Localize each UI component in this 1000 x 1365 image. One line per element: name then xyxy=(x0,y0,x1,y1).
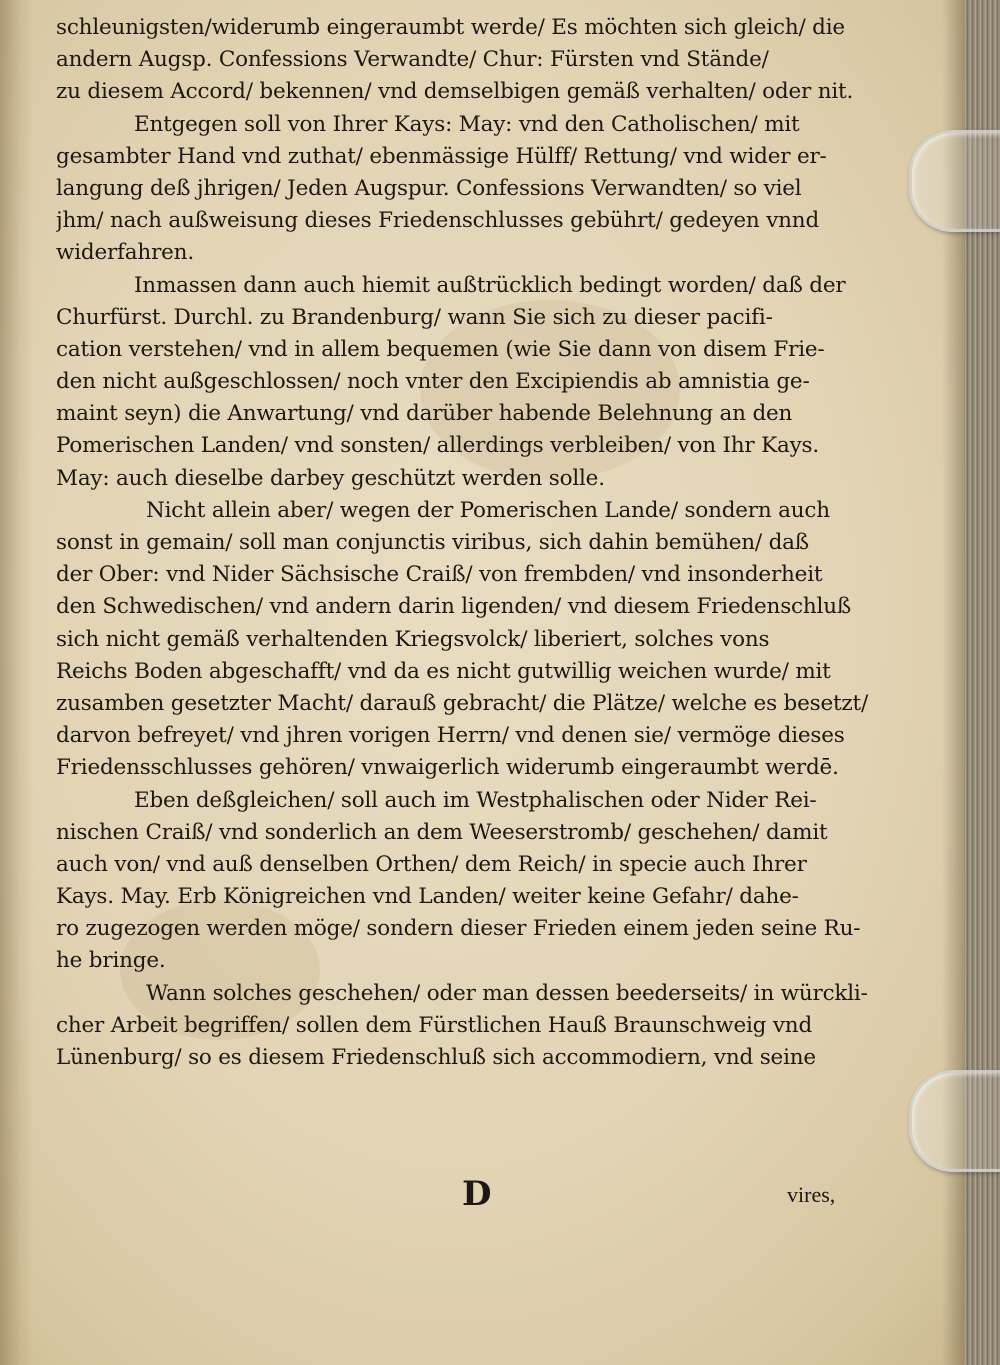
text-line: maint seyn) die Anwartung/ vnd darüber habende Belehnung an den xyxy=(56,401,793,427)
text-line: Nicht allein aber/ wegen der Pomerischen Lande/ sondern auch xyxy=(146,497,830,523)
text-line: May: auch dieselbe darbey geschützt werden solle. xyxy=(56,465,605,491)
text-line: Entgegen soll von Ihrer Kays: May: vnd den Catholischen/ mit xyxy=(134,111,800,137)
text-line: Kays. May. Erb Königreichen vnd Landen/ weiter keine Gefahr/ dahe- xyxy=(56,884,799,910)
text-line: Reichs Boden abgeschafft/ vnd da es nicht gutwillig weichen wurde/ mit xyxy=(56,658,831,684)
text-line: widerfahren. xyxy=(56,240,194,266)
text-line: Lünenburg/ so es diesem Friedenschluß sich accommodiern, vnd seine xyxy=(56,1045,816,1070)
page-clip-top xyxy=(909,130,1000,232)
text-line: cher Arbeit begriffen/ sollen dem Fürstlichen Hauß Braunschweig vnd xyxy=(56,1012,813,1038)
text-line: auch von/ vnd auß denselben Orthen/ dem Reich/ in specie auch Ihrer xyxy=(56,851,807,877)
text-line: cation verstehen/ vnd in allem bequemen (wie Sie dann von disem Frie- xyxy=(56,336,825,362)
text-line: Friedensschlusses gehören/ vnwaigerlich widerumb eingeraumbt werdē. xyxy=(56,755,839,781)
page-binding-shadow xyxy=(0,0,34,1365)
text-line: Inmassen dann auch hiemit außtrücklich bedingt worden/ daß der xyxy=(134,272,846,298)
text-line: sich nicht gemäß verhaltenden Kriegsvolck/ liberiert, solches vons xyxy=(56,626,770,652)
text-line: he bringe. xyxy=(56,948,166,974)
text-line: der Ober: vnd Nider Sächsische Craiß/ von frembden/ vnd insonderheit xyxy=(56,562,823,588)
text-line: zusamben gesetzter Macht/ darauß gebracht/ die Plätze/ welche es besetzt/ xyxy=(56,690,869,716)
text-line: nischen Craiß/ vnd sonderlich an dem Weeserstromb/ geschehen/ damit xyxy=(56,819,828,845)
text-line: langung deß jhrigen/ Jeden Augspur. Confessions Verwandten/ so viel xyxy=(56,175,802,201)
text-line: jhm/ nach außweisung dieses Friedenschlusses gebührt/ gedeyen vnnd xyxy=(56,208,820,234)
printed-text xyxy=(56,12,878,1074)
text-line: Eben deßgleichen/ soll auch im Westphalischen oder Nider Rei- xyxy=(134,787,817,813)
text-line: Churfürst. Durchl. zu Brandenburg/ wann Sie sich zu dieser pacifi- xyxy=(56,304,773,330)
text-line: zu diesem Accord/ bekennen/ vnd demselbigen gemäß verhalten/ oder nit. xyxy=(56,79,854,105)
page-clip-bottom xyxy=(909,1070,1000,1172)
text-line: Wann solches geschehen/ oder man dessen beederseits/ in würckli- xyxy=(146,980,868,1006)
text-line: Pomerischen Landen/ vnd sonsten/ allerdings verbleiben/ von Ihr Kays. xyxy=(56,433,820,459)
text-line: ro zugezogen werden möge/ sondern dieser Frieden einem jeden seine Ru- xyxy=(56,916,861,942)
text-line: andern Augsp. Confessions Verwandte/ Chur: Fürsten vnd Stände/ xyxy=(56,47,769,73)
text-line: darvon befreyet/ vnd jhren vorigen Herrn/ vnd denen sie/ vermöge dieses xyxy=(56,723,845,749)
page-footer xyxy=(0,1168,1000,1214)
text-line: den nicht außgeschlossen/ noch vnter den Excipiendis ab amnistia ge- xyxy=(56,369,810,395)
text-line: sonst in gemain/ soll man conjunctis viribus, sich dahin bemühen/ daß xyxy=(56,530,809,555)
signature-mark: D xyxy=(462,1174,492,1214)
text-line: gesambter Hand vnd zuthat/ ebenmässige Hülff/ Rettung/ vnd wider er- xyxy=(56,143,827,169)
text-line: schleunigsten/widerumb eingeraumbt werde/ Es möchten sich gleich/ die xyxy=(56,15,845,40)
text-line: den Schwedischen/ vnd andern darin ligenden/ vnd diesem Friedenschluß xyxy=(56,594,852,620)
catchword: vires, xyxy=(787,1182,836,1207)
